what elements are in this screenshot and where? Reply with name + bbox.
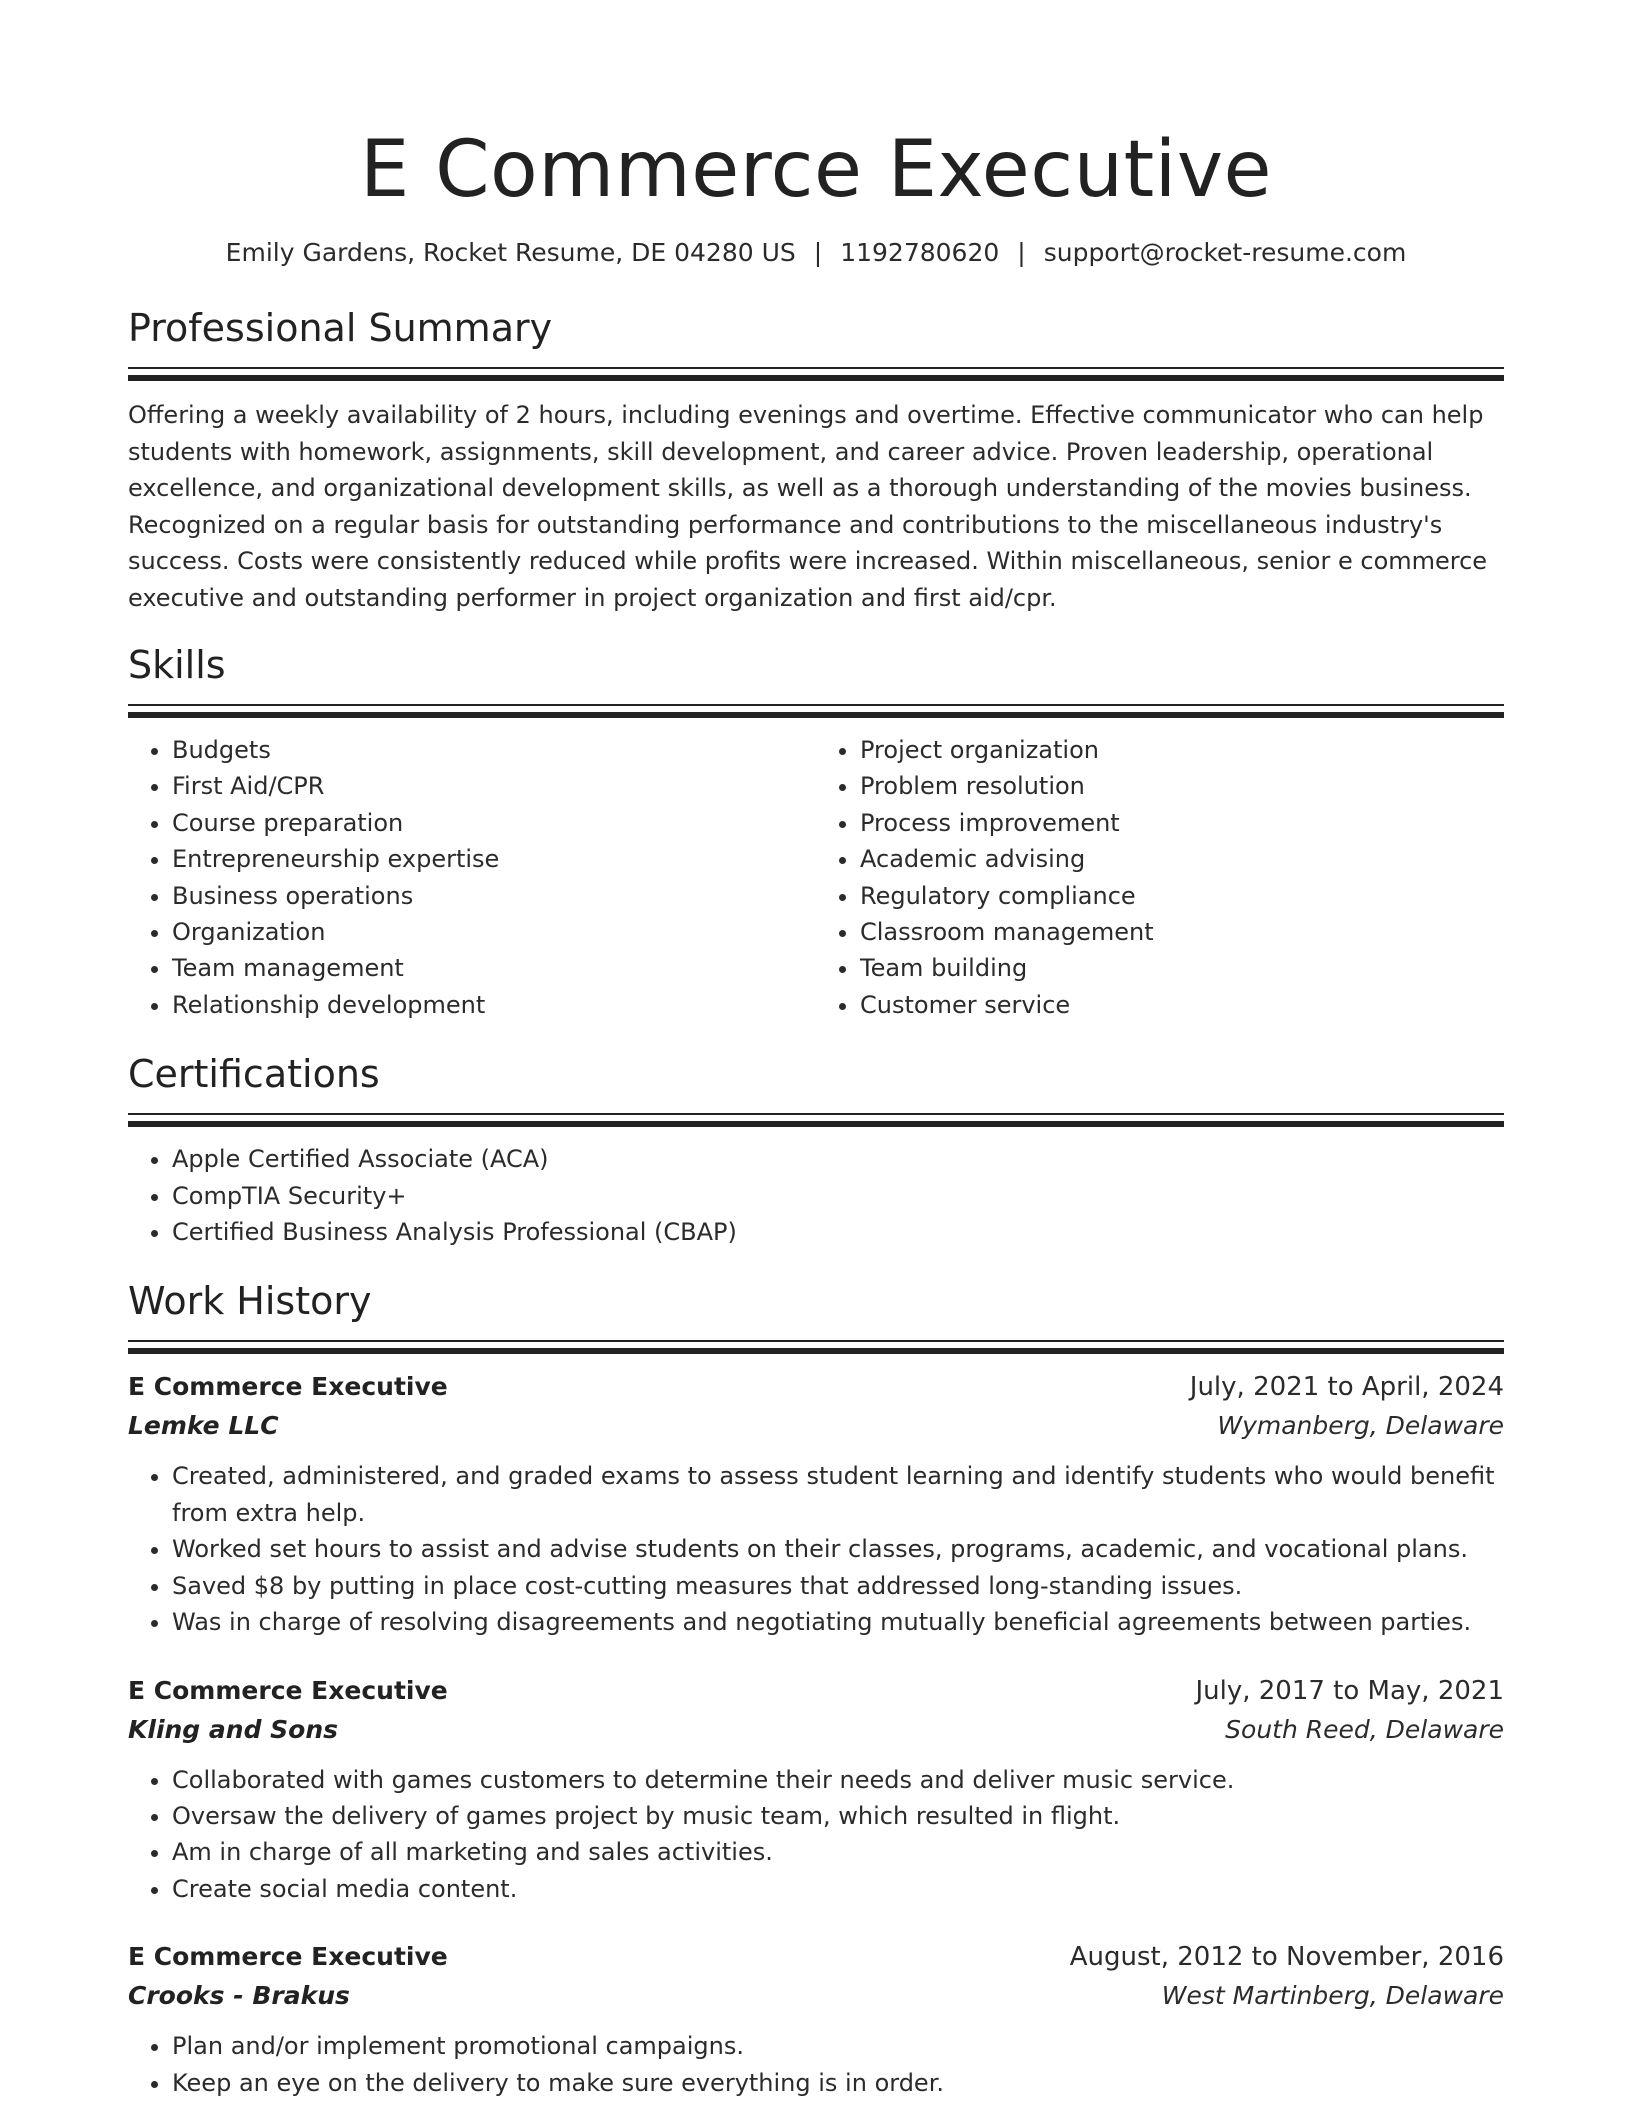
skill-item: • Classroom management — [860, 914, 1504, 950]
job-subheader — [128, 1710, 1504, 1750]
section-title-certifications: Certifications — [128, 1052, 380, 1097]
contact-line — [128, 236, 1504, 270]
job-bullets — [128, 1458, 1504, 1640]
job-header — [128, 1672, 1504, 1710]
skill-item: • Course preparation — [172, 805, 816, 841]
contact-separator: | — [1017, 238, 1026, 267]
job-bullets — [128, 2028, 1504, 2101]
job-bullet: • Plan and/or implement promotional campaigns. — [172, 2028, 1504, 2064]
section-divider — [128, 1348, 1504, 1354]
job-title: E Commerce Executive — [128, 1372, 448, 1402]
skills-section — [128, 640, 1504, 1023]
job-bullet: • Collaborated with games customers to determine their needs and deliver music service. — [172, 1762, 1504, 1798]
skill-item: • Entrepreneurship expertise — [172, 841, 816, 877]
job-title: E Commerce Executive — [128, 1675, 448, 1705]
skill-item: • Relationship development — [172, 987, 816, 1023]
job-subheader — [128, 1976, 1504, 2016]
job-bullet: • Was in charge of resolving disagreements and negotiating mutually beneficial agreements between parties. — [172, 1604, 1504, 1640]
skills-grid — [128, 732, 1504, 1023]
job-location: Wymanberg, Delaware — [1217, 1411, 1504, 1441]
skill-item: • Process improvement — [860, 805, 1504, 841]
skills-column-right — [816, 732, 1504, 1023]
certification-item: • Certified Business Analysis Professional (CBAP) — [172, 1214, 1504, 1250]
contact-separator: | — [813, 238, 823, 267]
section-divider — [128, 704, 1504, 706]
job-entry — [128, 1672, 1504, 1908]
job-subheader — [128, 1406, 1504, 1446]
contact-phone: 1192780620 — [840, 238, 1000, 267]
skill-item: • Organization — [172, 914, 816, 950]
job-title: E Commerce Executive — [128, 1942, 448, 1972]
job-company: Crooks - Brakus — [128, 1981, 350, 2011]
job-entry — [128, 1368, 1504, 1640]
skills-column-left — [128, 732, 816, 1023]
contact-address: Emily Gardens, Rocket Resume, DE 04280 US — [225, 238, 796, 267]
job-location: South Reed, Delaware — [1225, 1714, 1504, 1744]
skill-item: • First Aid/CPR — [172, 768, 816, 804]
job-bullet: • Keep an eye on the delivery to make sure everything is in order. — [172, 2065, 1504, 2101]
job-dates: August, 2012 to November, 2016 — [1069, 1942, 1504, 1973]
section-divider — [128, 1113, 1504, 1115]
skill-item: • Academic advising — [860, 841, 1504, 877]
section-divider — [128, 367, 1504, 369]
section-divider — [128, 375, 1504, 381]
job-bullet: • Oversaw the delivery of games project by music team, which resulted in flight. — [172, 1798, 1504, 1834]
resume-name: E Commerce Executive — [360, 125, 1272, 215]
section-title-summary: Professional Summary — [128, 306, 553, 350]
certification-item: • Apple Certified Associate (ACA) — [172, 1141, 1504, 1177]
skill-item: • Business operations — [172, 878, 816, 914]
certification-item: • CompTIA Security+ — [172, 1178, 1504, 1214]
section-title-skills: Skills — [128, 643, 226, 687]
skill-item: • Team management — [172, 950, 816, 986]
job-company: Lemke LLC — [128, 1411, 279, 1441]
job-entry — [128, 1938, 1504, 2101]
skill-item: • Regulatory compliance — [860, 878, 1504, 914]
job-bullet: • Am in charge of all marketing and sales activities. — [172, 1834, 1504, 1870]
job-location: West Martinberg, Delaware — [1161, 1981, 1504, 2011]
job-header — [128, 1368, 1504, 1406]
job-dates: July, 2021 to April, 2024 — [1189, 1372, 1504, 1403]
contact-email: support@rocket-resume.com — [1043, 238, 1407, 267]
job-bullet: • Saved $8 by putting in place cost-cutting measures that addressed long-standing issues. — [172, 1568, 1504, 1604]
job-header — [128, 1938, 1504, 1976]
summary-text: Offering a weekly availability of 2 hours, including evenings and overtime. Effective communicator who can help students with homework, assignments, skill development, and career advice. Proven leadership, operational excellence, and organizational development skills, as well as a thorough understanding of the movies business. Recognized on a regular basis for outstanding performance and contributions to the miscellaneous industry's success. Costs were consistently reduced while profits were increased. Within miscellaneous, senior e commerce executive and outstanding performer in project organization and first aid/cpr. — [128, 401, 1488, 612]
skill-item: • Team building — [860, 950, 1504, 986]
job-bullets — [128, 1762, 1504, 1908]
skill-item: • Problem resolution — [860, 768, 1504, 804]
job-bullet: • Worked set hours to assist and advise students on their classes, programs, academic, and vocational plans. — [172, 1531, 1504, 1567]
job-company: Kling and Sons — [128, 1714, 339, 1744]
certifications-section — [128, 1049, 1504, 1250]
skill-item: • Budgets — [172, 732, 816, 768]
summary-section — [128, 303, 1504, 616]
job-bullet: • Created, administered, and graded exams to assess student learning and identify students who would benefit from extra help. — [172, 1458, 1504, 1531]
job-bullet: • Create social media content. — [172, 1871, 1504, 1907]
section-divider — [128, 1340, 1504, 1342]
work-history-section — [128, 1276, 1504, 2100]
section-divider — [128, 1121, 1504, 1127]
skill-item: • Customer service — [860, 987, 1504, 1023]
skill-item: • Project organization — [860, 732, 1504, 768]
section-divider — [128, 712, 1504, 718]
section-title-work-history: Work History — [128, 1279, 372, 1324]
job-dates: July, 2017 to May, 2021 — [1195, 1675, 1504, 1706]
